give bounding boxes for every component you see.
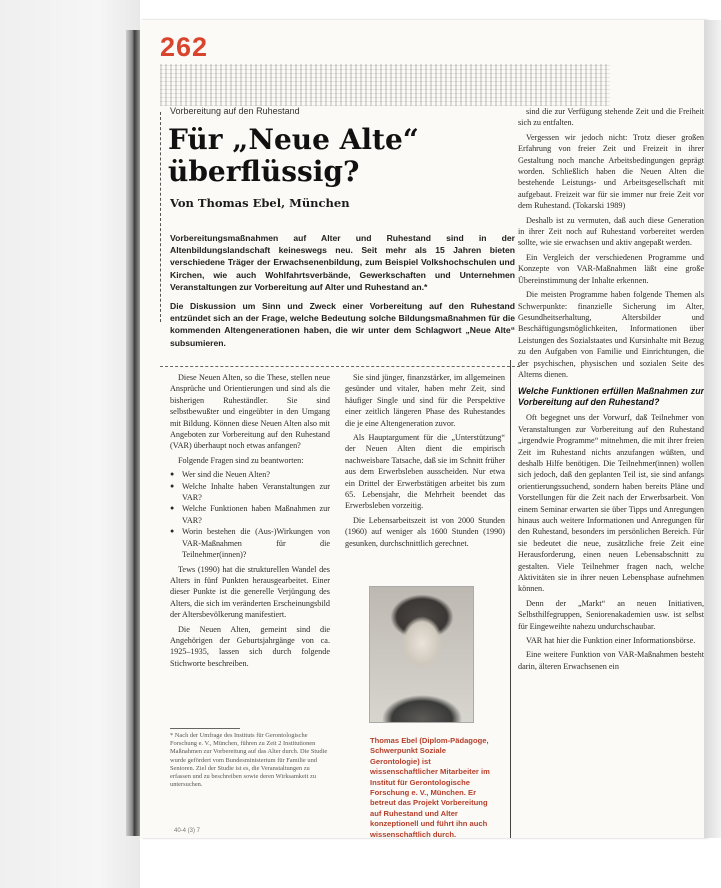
paragraph: Tews (1990) hat die strukturellen Wandel des Alters in fünf Punkten herausgearbeitet. Einer dieser Punkte ist die generelle Verjüngung des Alters, die sich im veränderten Erscheinungsbild der Altersbevölkerung manifestiert. [170, 564, 330, 620]
column-separator [160, 366, 520, 367]
column-3 [518, 106, 704, 675]
article-title [168, 124, 488, 188]
paragraph: Oft begegnet uns der Vorwurf, daß Teilnehmer von Veranstaltungen zur Vorbereitung auf den Ruhestand „irgendwie Programme“ mitnehmen, die mit ihrer freien Zeit im Ruhestand nichts anzufangen wüßten, und deshalb Hilfe benötigen. Die Teilnehmer(innen) wollen sich jedoch, daß den geplanten Teil ist, sie sind anfangs orientierungssuchend, sondern haben bereits Pläne und Vorstellungen für die Zeit nach der Erwerbsarbeit. Von einem Seminar erwarten sie über Tipps und Anregungen hinaus auch weitere Informationen und Anregungen für den Ruhestand, besonders im persönlichen Bereich. Für sie bedeutet die neue, zusätzliche freie Zeit eine Herausforderung, einen neuen Lebensabschnitt zu gestalten. Viele Teilnehmer fragen nach, welche Aktivitäten sie in ihrer neuen Lebensphase aufnehmen können. [518, 413, 704, 594]
column-2 [345, 372, 505, 552]
column-1 [170, 372, 330, 672]
paragraph: Sie sind jünger, finanzstärker, im allgemeinen gesünder und vitaler, haben mehr Zeit, sind häufiger Single und sind für die Perspektive einer zeitlich längeren Phase des Ruhestandes die je eine Altengeneration zuvor. [345, 373, 505, 428]
paragraph: Ein Vergleich der verschiedenen Programme und Konzepte von VAR-Maßnahmen läßt eine große Übereinstimmung der Inhalte erkennen. [518, 252, 704, 285]
footnote-rule [170, 728, 240, 729]
magazine-page [140, 20, 706, 838]
left-dashed-rule [160, 112, 161, 322]
question-list [170, 469, 330, 560]
lead-paragraphs [170, 232, 515, 356]
author-caption: Thomas Ebel (Diplom-Pädagoge, Schwerpunkt Soziale Gerontologie) ist wissenschaftlicher Mitarbeiter im Institut für Gerontologische Forschung e. V., München. Er betreut das Projekt Vorbereitung auf Ruhestand und Alter konzeptionell und führt ihn auch wissenschaftlich durch. [370, 736, 490, 838]
header-texture [160, 64, 610, 106]
paragraph: Die meisten Programme haben folgende Themen als Schwerpunkte: finanzielle Sicherung im Alter, Gesundheitserhaltung, Altersbilder und Beschäftigungsmöglichkeiten, Informationen über Leistungen des Sozialstaates und Kursinhalte mit Bezug zu den Aufgaben von Familie und Einrichtungen, die der psychischen, physischen und sozialen Seite des Alterns dienen. [518, 290, 704, 379]
paragraph: Folgende Fragen sind zu beantworten: [178, 455, 304, 465]
paragraph: Denn der „Markt“ an neuen Initiativen, Selbsthilfegruppen, Seniorenakademien usw. ist selbst für Eingeweihte nahezu undurchschaubar. [518, 598, 704, 631]
paragraph: Die Lebensarbeitszeit ist von 2000 Stunden (1960) auf weniger als 1600 Stunden (1990) gesunken, durchschnittlich gerechnet. [345, 515, 505, 548]
scan-background-right [704, 20, 721, 838]
lead-paragraph: Die Diskussion um Sinn und Zweck einer Vorbereitung auf den Ruhestand entzündet sich an der Frage, welche Bedeutung solche Bildungsmaßnahmen für die kommenden Altengenerationen haben, die wir unter dem Schlagwort „Neue Alte“ subsumieren. [170, 301, 515, 348]
subheading: Welche Funktionen erfüllen Maßnahmen zur Vorbereitung auf den Ruhestand? [518, 386, 704, 408]
paragraph: sind die zur Verfügung stehende Zeit und die Freiheit sich zu entfalten. [518, 107, 704, 128]
scan-background-left [0, 0, 140, 888]
paragraph: Die Neuen Alten, gemeint sind die Angehörigen der Geburtsjahrgänge von ca. 1925–1935, lassen sich durch folgende Stichworte beschreiben. [170, 624, 330, 668]
paragraph: VAR hat hier die Funktion einer Informationsbörse. [526, 636, 696, 646]
question-item: ● Welche Funktionen haben Maßnahmen zur VAR? [170, 503, 330, 526]
question-item: ● Wer sind die Neuen Alten? [170, 469, 330, 480]
lead-paragraph: Vorbereitungsmaßnahmen auf Alter und Ruhestand sind in der Altenbildungslandschaft keineswegs neu. Seit mehr als 15 Jahren bieten verschiedene Träger der Erwachsenenbildung, zum Beispiel Volkshochschulen und Kirchen, wie auch Wohlfahrtsverbände, Gewerkschaften und Unternehmen Veranstaltungen zur Vorbereitung auf Alter und Ruhestand an.* [170, 233, 515, 292]
author-photo [369, 586, 474, 723]
column-rule [510, 360, 511, 838]
paragraph: Diese Neuen Alten, so die These, stellen neue Ansprüche und Orientierungen und sind als die bisherigen Ruheständler. Sie sind selbstbewußter und eingeübter in den Umgang mit Bildung. Können diese Neuen Alten also mit Angeboten zur Vorbereitung auf den Ruhestand (VAR) überhaupt noch etwas anfangen? [170, 373, 330, 451]
title-line-2: überflüssig? [168, 155, 360, 188]
section-kicker: Vorbereitung auf den Ruhestand [170, 106, 300, 116]
paragraph: Eine weitere Funktion von VAR-Maßnahmen besteht darin, älteren Erwachsenen ein [518, 650, 704, 671]
footnote: * Nach der Umfrage des Instituts für Gerontologische Forschung e. V., München, führen zu Zeit 2 Institutionen Maßnahmen zur Vorbereitung auf das Alter durch. Die Studie wurde gefördert vom Bundesministerium für Familie und Senioren. Ziel der Studie ist es, die Veranstaltungen zu erfassen und zu beschreiben sowie deren Wirksamkeit zu untersuchen. [170, 732, 328, 789]
question-item: ● Welche Inhalte haben Veranstaltungen zur VAR? [170, 481, 330, 504]
page-number: 262 [160, 32, 209, 62]
paragraph: Als Hauptargument für die „Unterstützung“ der Neuen Alten dient die empirisch nachweisbare Tatsache, daß sie im Schnitt früher aus dem Erwerbsleben ausscheiden. Nur etwa ein Drittel der Erwerbstätigen arbeitet bis zum 65. Lebensjahr, die Mehrheit beendet das Erwerbsleben vorzeitig. [345, 433, 506, 511]
paragraph: Deshalb ist zu vermuten, daß auch diese Generation in ihrer Zeit noch auf Ruhestand vorbereitet werden sollte, wie sie erwachsen und aktiv angepaßt werden. [518, 215, 704, 248]
question-item: ● Worin bestehen die (Aus-)Wirkungen von VAR-Maßnahmen für die Teilnehmer(innen)? [170, 526, 330, 560]
byline: Von Thomas Ebel, München [170, 196, 350, 210]
print-mark: 40-4 (3) 7 [174, 828, 201, 834]
paragraph: Vergessen wir jedoch nicht: Trotz dieser großen Erfahrung von freier Zeit und Freizeit in ihrer Gestaltung noch manche Arbeitsbedingungen geprägt worden. Schließlich haben die Neuen Alten die bestehende Leistungs- und Arbeitsgesellschaft mit aufgebaut. Freizeit war für sie immer nur freie Zeit vor dem Ruhestand. (Tokarski 1989) [518, 132, 704, 211]
title-line-1: Für „Neue Alte“ [168, 123, 419, 156]
book-binding [126, 30, 140, 836]
